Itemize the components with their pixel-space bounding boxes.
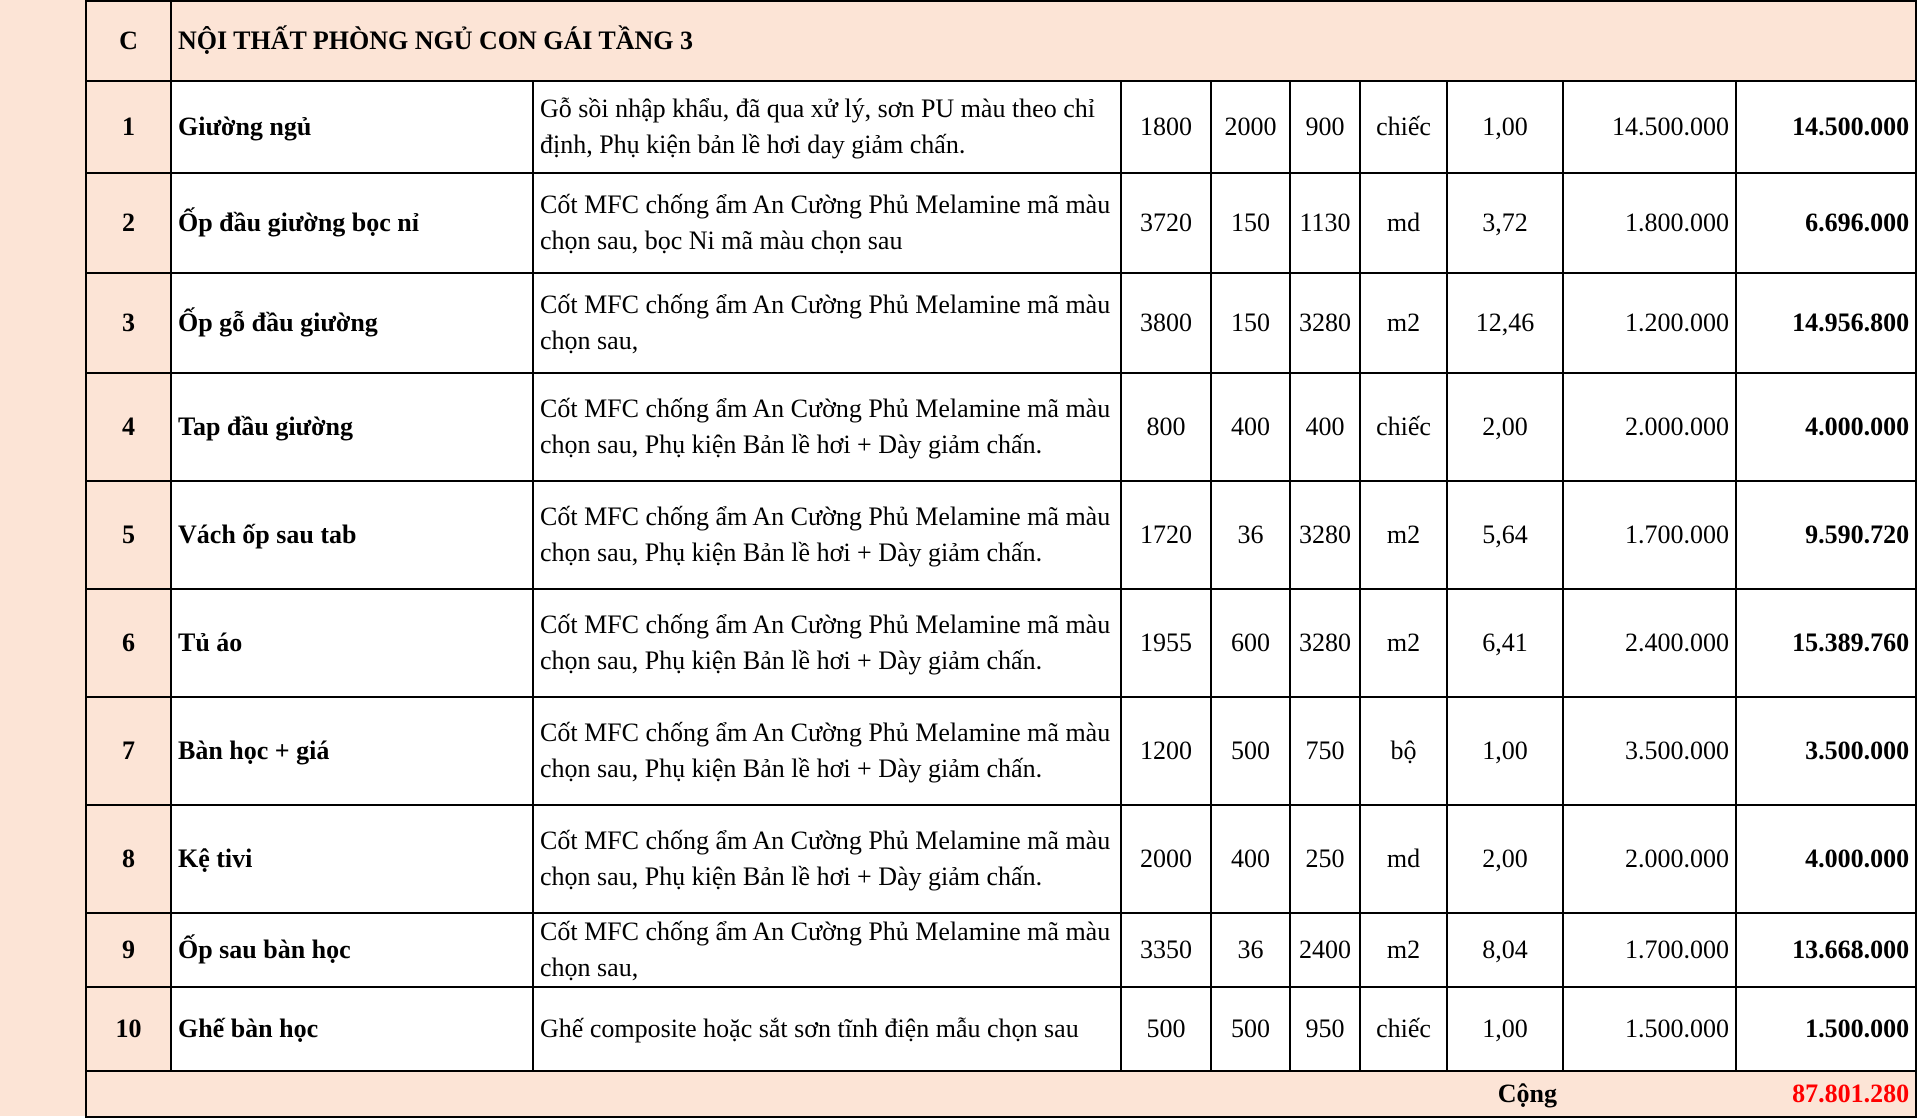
dimension-length-cell[interactable]: 1800 — [1121, 81, 1211, 173]
dimension-length-cell[interactable]: 2000 — [1121, 805, 1211, 913]
dimension-length-cell[interactable]: 1720 — [1121, 481, 1211, 589]
item-description-cell[interactable]: Cốt MFC chống ẩm An Cường Phủ Melamine mã màu chọn sau, bọc Ni mã màu chọn sau — [533, 173, 1121, 273]
table-row — [86, 373, 1916, 481]
quantity-cell[interactable]: 2,00 — [1447, 373, 1563, 481]
unit-cell[interactable]: md — [1360, 173, 1447, 273]
dimension-height-cell[interactable]: 3280 — [1290, 589, 1360, 697]
quantity-cell[interactable]: 5,64 — [1447, 481, 1563, 589]
dimension-length-cell[interactable]: 500 — [1121, 987, 1211, 1071]
dimension-depth-cell[interactable]: 36 — [1211, 913, 1290, 987]
quantity-cell[interactable]: 6,41 — [1447, 589, 1563, 697]
dimension-height-cell[interactable]: 750 — [1290, 697, 1360, 805]
row-index-cell[interactable]: 5 — [86, 481, 171, 589]
line-total-cell[interactable]: 13.668.000 — [1736, 913, 1916, 987]
unit-price-cell[interactable]: 1.700.000 — [1563, 481, 1736, 589]
summary-value-cell[interactable]: 87.801.280 — [1563, 1071, 1916, 1117]
unit-price-cell[interactable]: 2.000.000 — [1563, 805, 1736, 913]
item-name-cell[interactable]: Tủ áo — [171, 589, 533, 697]
unit-cell[interactable]: chiếc — [1360, 987, 1447, 1071]
item-description-cell[interactable]: Cốt MFC chống ẩm An Cường Phủ Melamine mã màu chọn sau, Phụ kiện Bản lề hơi + Dày giảm chấn. — [533, 589, 1121, 697]
quotation-table — [85, 0, 1917, 1118]
item-name-cell[interactable]: Ghế bàn học — [171, 987, 533, 1071]
line-total-cell[interactable]: 1.500.000 — [1736, 987, 1916, 1071]
item-description-cell[interactable]: Cốt MFC chống ẩm An Cường Phủ Melamine mã màu chọn sau, Phụ kiện Bản lề hơi + Dày giảm chấn. — [533, 697, 1121, 805]
unit-cell[interactable]: chiếc — [1360, 373, 1447, 481]
left-gutter-column — [0, 0, 87, 1116]
item-name-cell[interactable]: Tap đầu giường — [171, 373, 533, 481]
unit-cell[interactable]: m2 — [1360, 913, 1447, 987]
unit-cell[interactable]: chiếc — [1360, 81, 1447, 173]
quantity-cell[interactable]: 12,46 — [1447, 273, 1563, 373]
table-row — [86, 481, 1916, 589]
line-total-cell[interactable]: 4.000.000 — [1736, 805, 1916, 913]
unit-price-cell[interactable]: 3.500.000 — [1563, 697, 1736, 805]
row-index-cell[interactable]: 3 — [86, 273, 171, 373]
section-code-cell[interactable]: C — [86, 1, 171, 81]
dimension-height-cell[interactable]: 3280 — [1290, 273, 1360, 373]
dimension-height-cell[interactable]: 2400 — [1290, 913, 1360, 987]
item-description-cell[interactable]: Gỗ sồi nhập khẩu, đã qua xử lý, sơn PU màu theo chỉ định, Phụ kiện bản lề hơi day giảm chấn. — [533, 81, 1121, 173]
dimension-height-cell[interactable]: 400 — [1290, 373, 1360, 481]
item-name-cell[interactable]: Giường ngủ — [171, 81, 533, 173]
quantity-cell[interactable]: 1,00 — [1447, 987, 1563, 1071]
row-index-cell[interactable]: 8 — [86, 805, 171, 913]
unit-cell[interactable]: bộ — [1360, 697, 1447, 805]
dimension-depth-cell[interactable]: 150 — [1211, 273, 1290, 373]
dimension-depth-cell[interactable]: 500 — [1211, 697, 1290, 805]
unit-price-cell[interactable]: 14.500.000 — [1563, 81, 1736, 173]
item-description-cell[interactable]: Cốt MFC chống ẩm An Cường Phủ Melamine mã màu chọn sau, Phụ kiện Bản lề hơi + Dày giảm chấn. — [533, 805, 1121, 913]
table-row — [86, 81, 1916, 173]
row-index-cell[interactable]: 6 — [86, 589, 171, 697]
dimension-length-cell[interactable]: 1200 — [1121, 697, 1211, 805]
quantity-cell[interactable]: 8,04 — [1447, 913, 1563, 987]
unit-price-cell[interactable]: 1.800.000 — [1563, 173, 1736, 273]
dimension-length-cell[interactable]: 800 — [1121, 373, 1211, 481]
row-index-cell[interactable]: 4 — [86, 373, 171, 481]
dimension-length-cell[interactable]: 1955 — [1121, 589, 1211, 697]
dimension-length-cell[interactable]: 3350 — [1121, 913, 1211, 987]
line-total-cell[interactable]: 14.500.000 — [1736, 81, 1916, 173]
row-index-cell[interactable]: 1 — [86, 81, 171, 173]
dimension-height-cell[interactable]: 950 — [1290, 987, 1360, 1071]
item-name-cell[interactable]: Ốp sau bàn học — [171, 913, 533, 987]
dimension-height-cell[interactable]: 250 — [1290, 805, 1360, 913]
item-rows — [86, 81, 1916, 1071]
row-index-cell[interactable]: 2 — [86, 173, 171, 273]
table-row — [86, 589, 1916, 697]
quantity-cell[interactable]: 2,00 — [1447, 805, 1563, 913]
quantity-cell[interactable]: 1,00 — [1447, 81, 1563, 173]
item-name-cell[interactable]: Ốp đầu giường bọc nỉ — [171, 173, 533, 273]
line-total-cell[interactable]: 9.590.720 — [1736, 481, 1916, 589]
quantity-cell[interactable]: 3,72 — [1447, 173, 1563, 273]
item-name-cell[interactable]: Bàn học + giá — [171, 697, 533, 805]
dimension-depth-cell[interactable]: 600 — [1211, 589, 1290, 697]
unit-cell[interactable]: md — [1360, 805, 1447, 913]
item-description-cell[interactable]: Cốt MFC chống ẩm An Cường Phủ Melamine mã màu chọn sau, — [533, 273, 1121, 373]
dimension-depth-cell[interactable]: 400 — [1211, 805, 1290, 913]
table-row — [86, 987, 1916, 1071]
row-index-cell[interactable]: 10 — [86, 987, 171, 1071]
unit-cell[interactable]: m2 — [1360, 589, 1447, 697]
unit-price-cell[interactable]: 1.200.000 — [1563, 273, 1736, 373]
item-description-cell[interactable]: Cốt MFC chống ẩm An Cường Phủ Melamine mã màu chọn sau, Phụ kiện Bản lề hơi + Dày giảm chấn. — [533, 373, 1121, 481]
dimension-length-cell[interactable]: 3800 — [1121, 273, 1211, 373]
unit-price-cell[interactable]: 2.400.000 — [1563, 589, 1736, 697]
dimension-depth-cell[interactable]: 150 — [1211, 173, 1290, 273]
table-row — [86, 913, 1916, 987]
line-total-cell[interactable]: 14.956.800 — [1736, 273, 1916, 373]
dimension-depth-cell[interactable]: 500 — [1211, 987, 1290, 1071]
item-name-cell[interactable]: Kệ tivi — [171, 805, 533, 913]
section-header-row — [86, 1, 1916, 81]
item-description-cell[interactable]: Cốt MFC chống ẩm An Cường Phủ Melamine mã màu chọn sau, — [533, 913, 1121, 987]
unit-price-cell[interactable]: 1.700.000 — [1563, 913, 1736, 987]
summary-label-cell[interactable]: Cộng — [86, 1071, 1563, 1117]
table-body — [86, 1, 1916, 81]
table-row — [86, 805, 1916, 913]
dimension-length-cell[interactable]: 3720 — [1121, 173, 1211, 273]
unit-price-cell[interactable]: 1.500.000 — [1563, 987, 1736, 1071]
dimension-depth-cell[interactable]: 36 — [1211, 481, 1290, 589]
dimension-height-cell[interactable]: 3280 — [1290, 481, 1360, 589]
item-description-cell[interactable]: Cốt MFC chống ẩm An Cường Phủ Melamine mã màu chọn sau, Phụ kiện Bản lề hơi + Dày giảm chấn. — [533, 481, 1121, 589]
dimension-height-cell[interactable]: 1130 — [1290, 173, 1360, 273]
unit-price-cell[interactable]: 2.000.000 — [1563, 373, 1736, 481]
line-total-cell[interactable]: 4.000.000 — [1736, 373, 1916, 481]
table-row — [86, 273, 1916, 373]
summary-body — [86, 1071, 1916, 1117]
line-total-cell[interactable]: 3.500.000 — [1736, 697, 1916, 805]
dimension-depth-cell[interactable]: 2000 — [1211, 81, 1290, 173]
unit-cell[interactable]: m2 — [1360, 481, 1447, 589]
unit-cell[interactable]: m2 — [1360, 273, 1447, 373]
dimension-depth-cell[interactable]: 400 — [1211, 373, 1290, 481]
row-index-cell[interactable]: 7 — [86, 697, 171, 805]
item-name-cell[interactable]: Vách ốp sau tab — [171, 481, 533, 589]
summary-row — [86, 1071, 1916, 1117]
table-row — [86, 697, 1916, 805]
item-description-cell[interactable]: Ghế composite hoặc sắt sơn tĩnh điện mẫu chọn sau — [533, 987, 1121, 1071]
line-total-cell[interactable]: 15.389.760 — [1736, 589, 1916, 697]
quantity-cell[interactable]: 1,00 — [1447, 697, 1563, 805]
dimension-height-cell[interactable]: 900 — [1290, 81, 1360, 173]
table-row — [86, 173, 1916, 273]
row-index-cell[interactable]: 9 — [86, 913, 171, 987]
line-total-cell[interactable]: 6.696.000 — [1736, 173, 1916, 273]
item-name-cell[interactable]: Ốp gỗ đầu giường — [171, 273, 533, 373]
section-title-cell[interactable]: NỘI THẤT PHÒNG NGỦ CON GÁI TẦNG 3 — [171, 1, 1916, 81]
